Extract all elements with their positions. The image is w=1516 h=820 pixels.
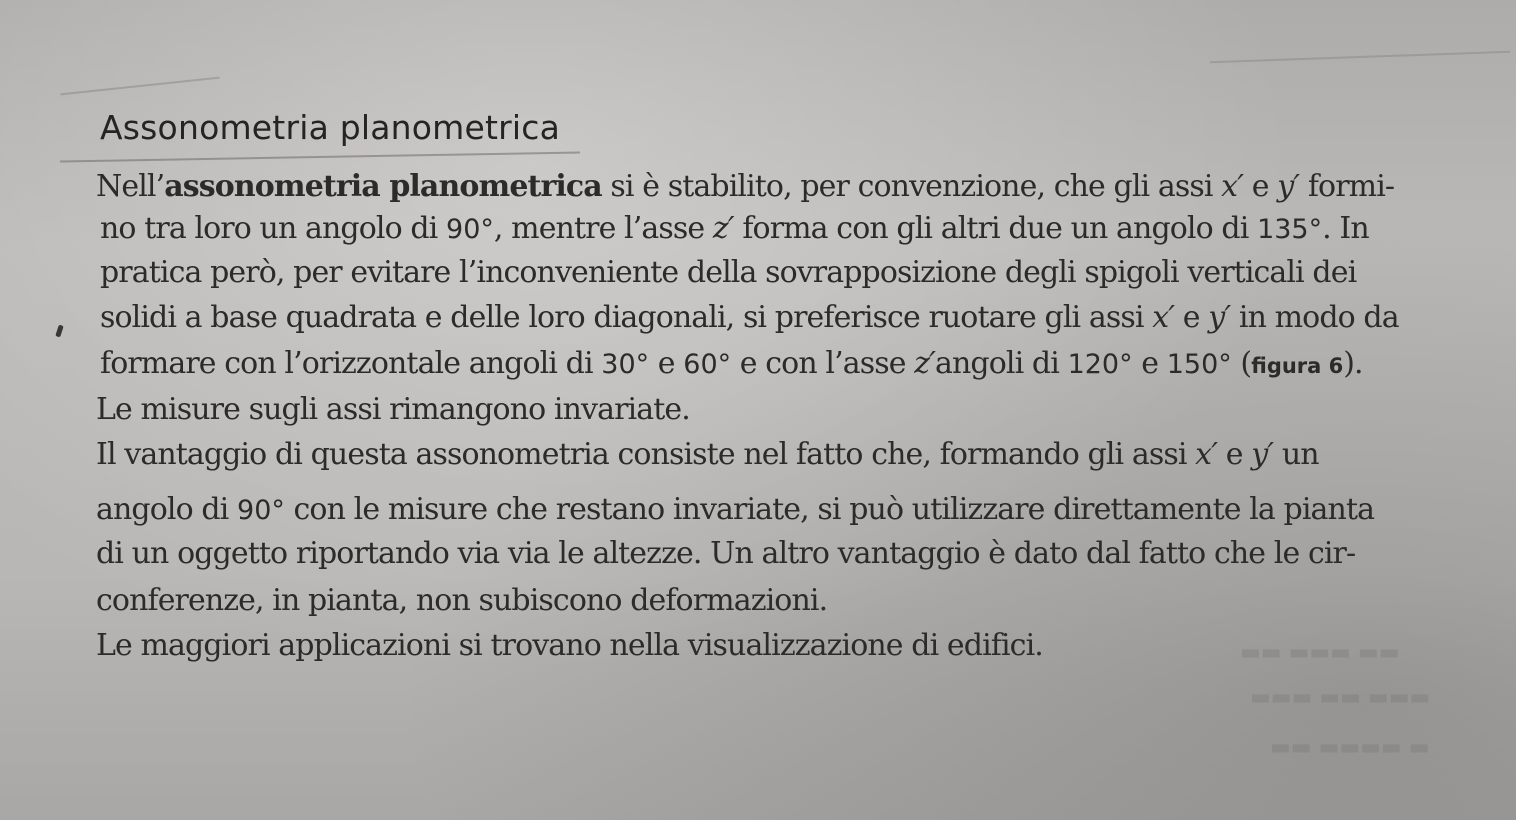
bleed-through-texture: ▬▬ ▬▬▬ ▬▬	[1240, 640, 1400, 665]
text-run: e	[1174, 300, 1209, 335]
text-run: ).	[1343, 346, 1363, 381]
text-run: si è stabilito, per convenzione, che gli assi	[601, 169, 1222, 204]
paragraph-1-line-2	[100, 211, 1369, 246]
paragraph-3-line-1	[96, 437, 1319, 472]
paragraph-3-line-3: di un oggetto riportando via via le altezze. Un altro vantaggio è dato dal fatto che le cir-	[96, 536, 1356, 571]
pencil-underline	[60, 77, 219, 96]
angle-value: 120°	[1067, 349, 1133, 380]
bold-term: assonometria planometrica	[164, 169, 602, 204]
text-run: , mentre l’asse	[493, 211, 713, 246]
angle-value: 60°	[683, 349, 732, 380]
axis-x-variable: x′	[1221, 169, 1244, 204]
angle-value: 90°	[237, 495, 285, 526]
axis-x-variable: x′	[1152, 300, 1175, 335]
paragraph-2: Le misure sugli assi rimangono invariate.	[96, 392, 690, 427]
text-run: angolo di	[96, 492, 238, 527]
axis-y-variable: y′	[1208, 300, 1231, 335]
text-run: e	[1217, 437, 1252, 472]
text-run: un	[1273, 437, 1319, 472]
angle-value: 150°	[1166, 349, 1232, 380]
text-run: e	[649, 346, 684, 381]
paragraph-1-line-3: pratica però, per evitare l’inconveniente della sovrapposizione degli spigoli verticali dei	[100, 255, 1357, 290]
bleed-through-texture: ▬▬▬ ▬▬ ▬▬▬	[1250, 685, 1431, 710]
axis-z-variable: z′	[712, 211, 734, 246]
text-run: Nell’	[96, 169, 165, 204]
text-run: e	[1243, 169, 1278, 204]
paragraph-1-line-1	[96, 169, 1394, 204]
paragraph-3-line-2	[96, 492, 1374, 527]
axis-y-variable: y′	[1251, 437, 1274, 472]
text-run: e	[1132, 346, 1167, 381]
figure-reference: figura 6	[1251, 354, 1344, 378]
axis-x-variable: x′	[1195, 437, 1218, 472]
text-run: forma con gli altri due un angolo di	[733, 211, 1258, 246]
text-run: angoli di	[935, 346, 1068, 381]
bleed-through-texture: ▬▬ ▬▬▬▬ ▬	[1270, 735, 1430, 760]
text-run: con le misure che restano invariate, si può utilizzare direttamente la pianta	[284, 492, 1375, 527]
paragraph-1-line-4	[100, 300, 1399, 335]
text-run: solidi a base quadrata e delle loro diagonali, si preferisce ruotare gli assi	[100, 300, 1153, 335]
text-run: formi-	[1299, 169, 1395, 204]
text-run: . In	[1322, 211, 1369, 246]
paragraph-1-line-5	[100, 346, 1363, 381]
angle-value: 135°	[1257, 214, 1323, 245]
text-run: no tra loro un angolo di	[100, 211, 447, 246]
margin-mark	[55, 325, 63, 338]
text-run: in modo da	[1230, 300, 1399, 335]
angle-value: 30°	[601, 349, 650, 380]
axis-z-variable: z′	[914, 346, 936, 381]
text-run: (	[1231, 346, 1252, 381]
text-run: Il vantaggio di questa assonometria consiste nel fatto che, formando gli assi	[96, 437, 1196, 472]
paragraph-3-line-4: conferenze, in pianta, non subiscono deformazioni.	[96, 583, 828, 618]
text-run: e con l’asse	[731, 346, 915, 381]
angle-value: 90°	[446, 214, 494, 245]
text-run: formare con l’orizzontale angoli di	[100, 346, 602, 381]
pencil-underline	[1210, 51, 1510, 63]
pencil-underline	[60, 151, 580, 162]
axis-y-variable: y′	[1277, 169, 1300, 204]
section-heading: Assonometria planometrica	[100, 108, 561, 147]
paragraph-4: Le maggiori applicazioni si trovano nella visualizzazione di edifici.	[96, 628, 1043, 663]
